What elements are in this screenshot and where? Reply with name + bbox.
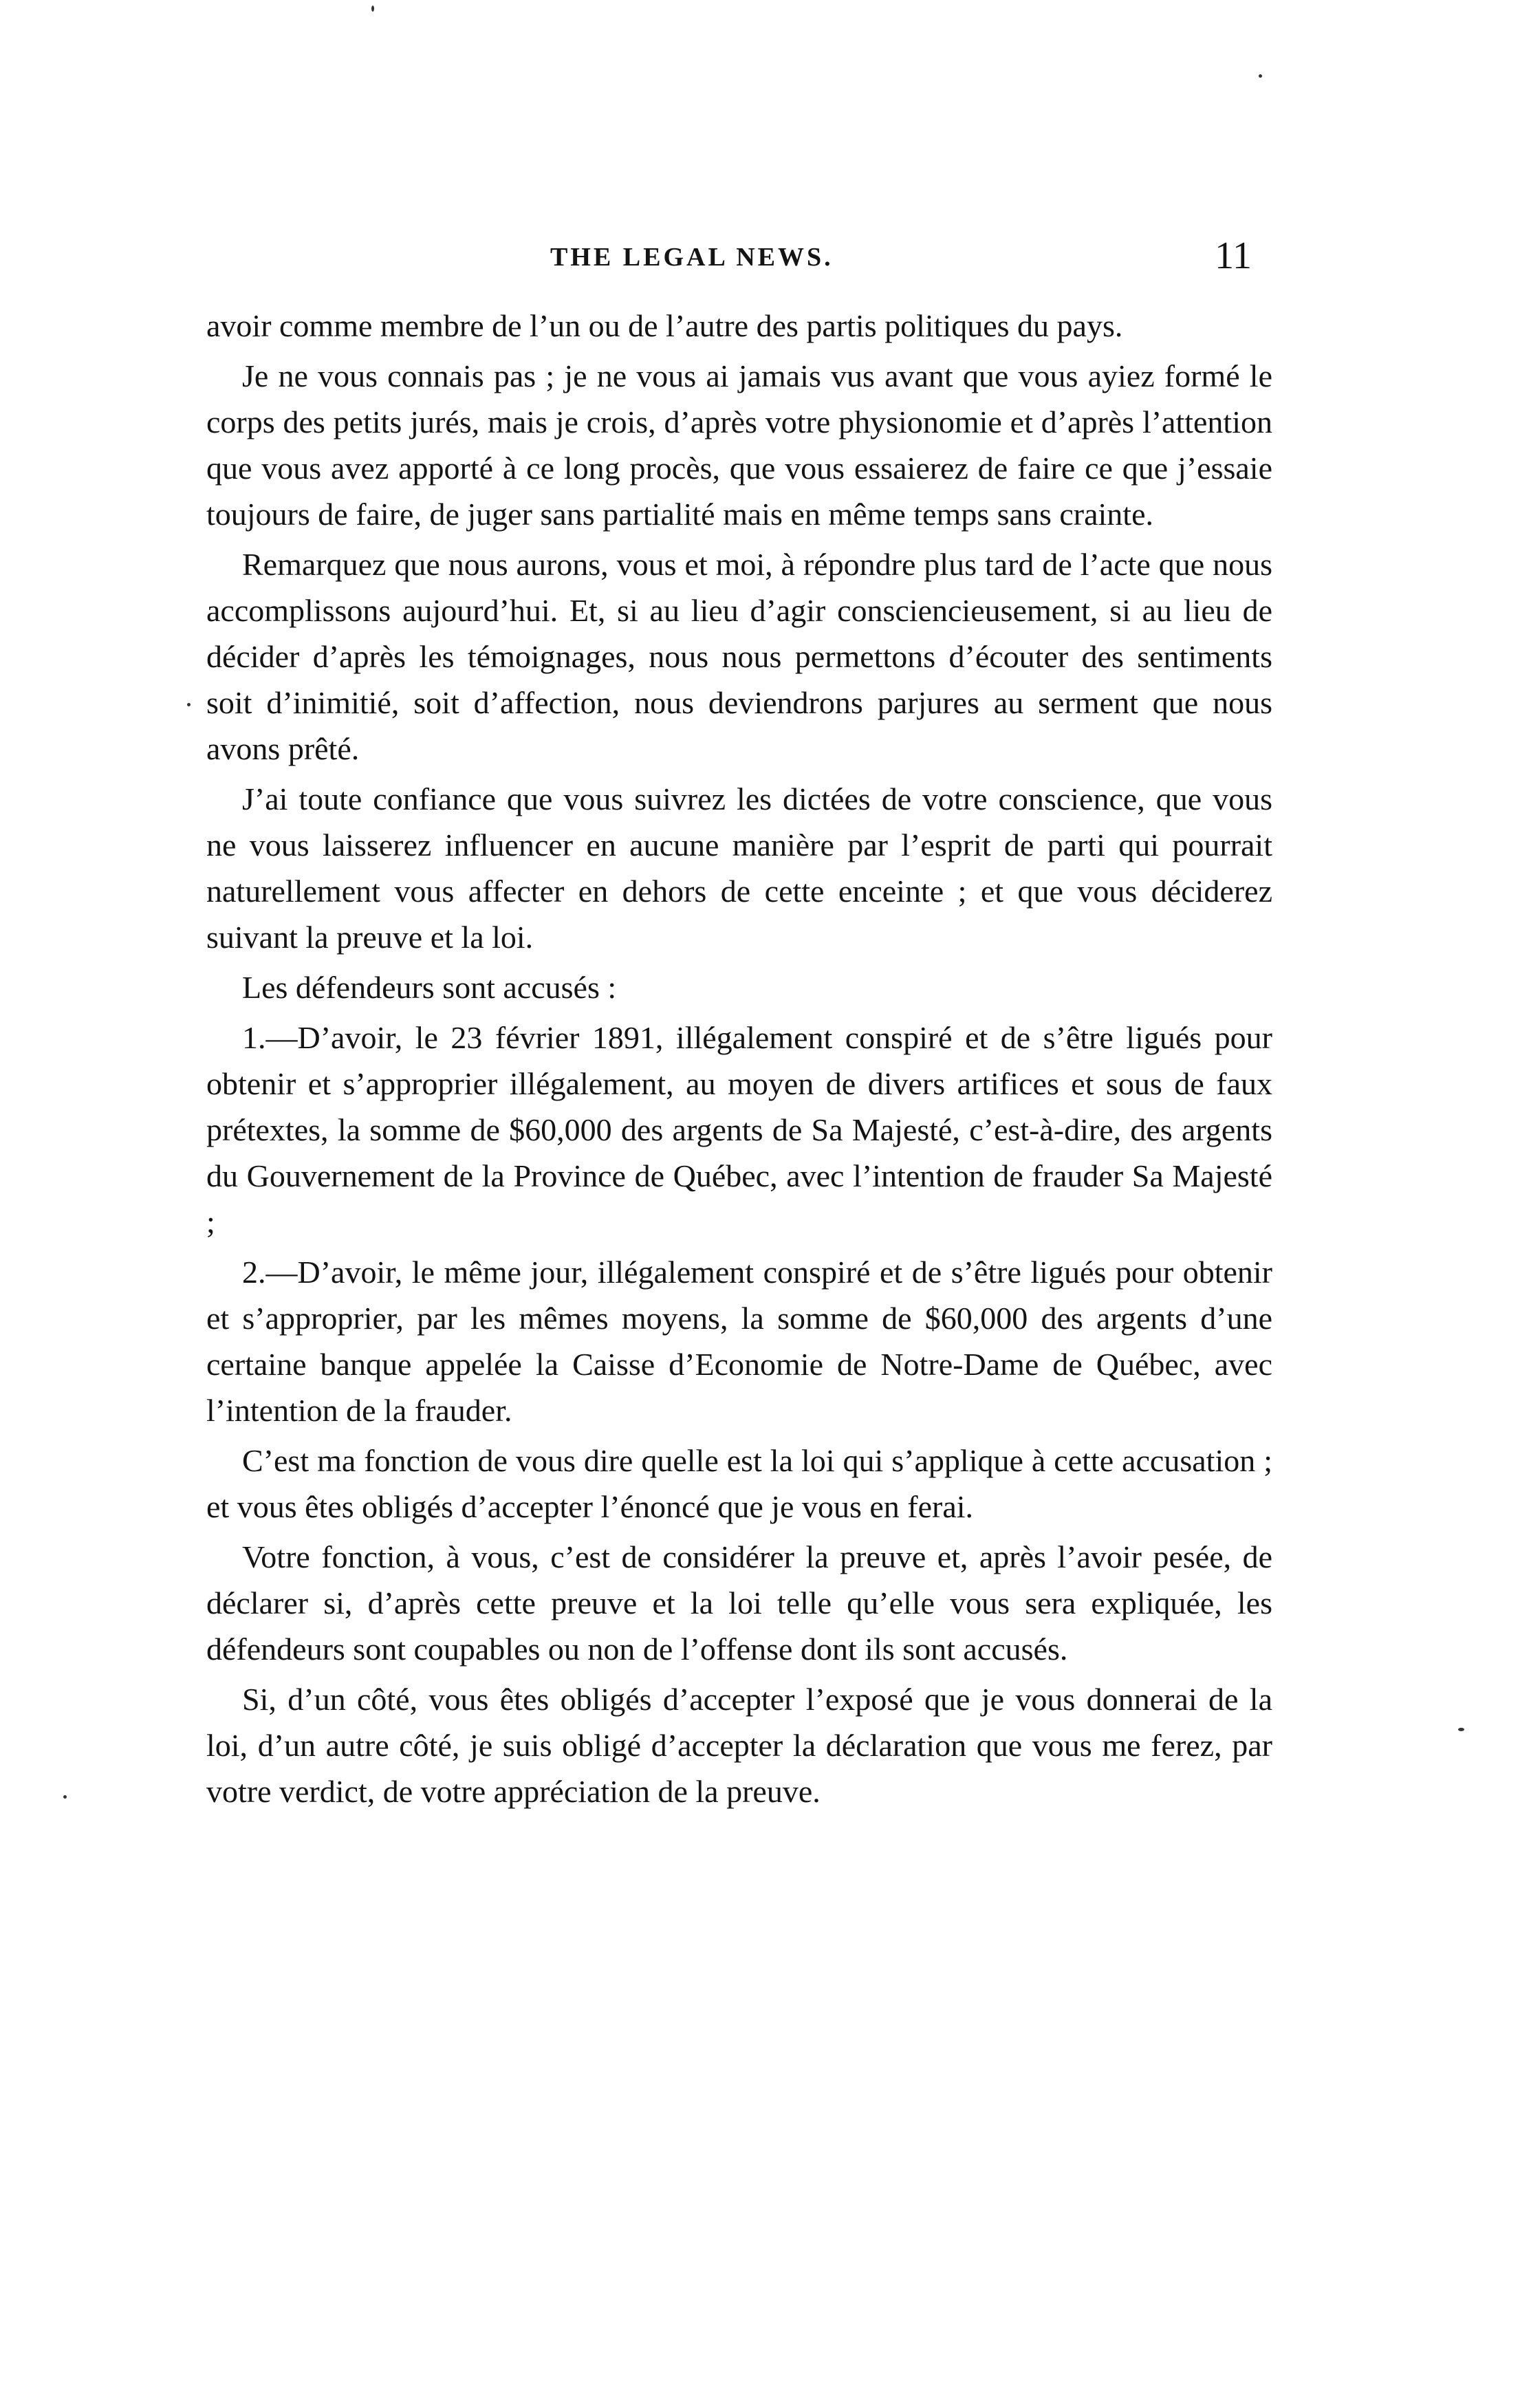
paragraph: Votre fonction, à vous, c’est de considérer la preuve et, après l’avoir pesée, de déclarer si, d’après cette preuve et la loi telle qu’elle vous sera expliquée, les défendeurs sont coupables ou non de l’offense dont ils sont accusés.	[206, 1539, 1272, 1667]
paragraph: Si, d’un côté, vous êtes obligés d’accepter l’exposé que je vous donnerai de la loi, d’un autre côté, je suis obligé d’accepter la déclaration que vous me ferez, par votre verdict, de votre appréciation de la preuve.	[206, 1682, 1272, 1809]
paragraph-charge-2: 2.—D’avoir, le même jour, illégalement conspiré et de s’être ligués pour obtenir et s’approprier, par les mêmes moyens, la somme de $60,000 des argents d’une certaine banque appelée la Caisse d’Economie de Notre-Dame de Québec, avec l’intention de la frauder.	[206, 1255, 1272, 1428]
paragraph-charge-1: 1.—D’avoir, le 23 février 1891, illégalement conspiré et de s’être ligués pour obtenir et s’approprier illégalement, au moyen de divers artifices et sous de faux prétextes, la somme de $60,000 des argents de Sa Majesté, c’est-à-dire, des argents du Gouvernement de la Province de Québec, avec l’intention de frauder Sa Majesté ;	[206, 1020, 1272, 1239]
scan-speck	[187, 703, 191, 706]
paragraph: Je ne vous connais pas ; je ne vous ai jamais vus avant que vous ayiez formé le corps des petits jurés, mais je crois, d’après votre physionomie et d’après l’attention que vous avez apporté à ce long procès, que vous essaierez de faire ce que j’essaie toujours de faire, de juger sans partialité mais en même temps sans crainte.	[206, 358, 1272, 532]
paragraph-charges-intro: Les défendeurs sont accusés :	[242, 970, 617, 1005]
page-number: 11	[1215, 235, 1252, 277]
running-title: THE LEGAL NEWS.	[550, 243, 834, 272]
scan-speck	[371, 6, 374, 12]
scan-speck	[1458, 1728, 1464, 1731]
scan-speck	[1259, 74, 1262, 78]
paragraph: J’ai toute confiance que vous suivrez les dictées de votre conscience, que vous ne vous laisserez influencer en aucune manière par l’esprit de parti qui pourrait naturellement vous affecter en dehors de cette enceinte ; et que vous déciderez suivant la preuve et la loi.	[206, 781, 1272, 955]
paragraph: C’est ma fonction de vous dire quelle est la loi qui s’applique à cette accusation ; et vous êtes obligés d’accepter l’énoncé que je vous en ferai.	[206, 1443, 1272, 1524]
body-text	[206, 303, 1272, 1819]
page-header	[206, 235, 1252, 290]
paragraph-continuation: avoir comme membre de l’un ou de l’autre des partis politiques du pays.	[206, 308, 1123, 343]
scan-speck	[63, 1795, 67, 1799]
paragraph: Remarquez que nous aurons, vous et moi, à répondre plus tard de l’acte que nous accomplissons aujourd’hui. Et, si au lieu d’agir consciencieusement, si au lieu de décider d’après les témoignages, nous nous permettons d’écouter des sentiments soit d’inimitié, soit d’affection, nous deviendrons parjures au serment que nous avons prêté.	[206, 547, 1272, 766]
